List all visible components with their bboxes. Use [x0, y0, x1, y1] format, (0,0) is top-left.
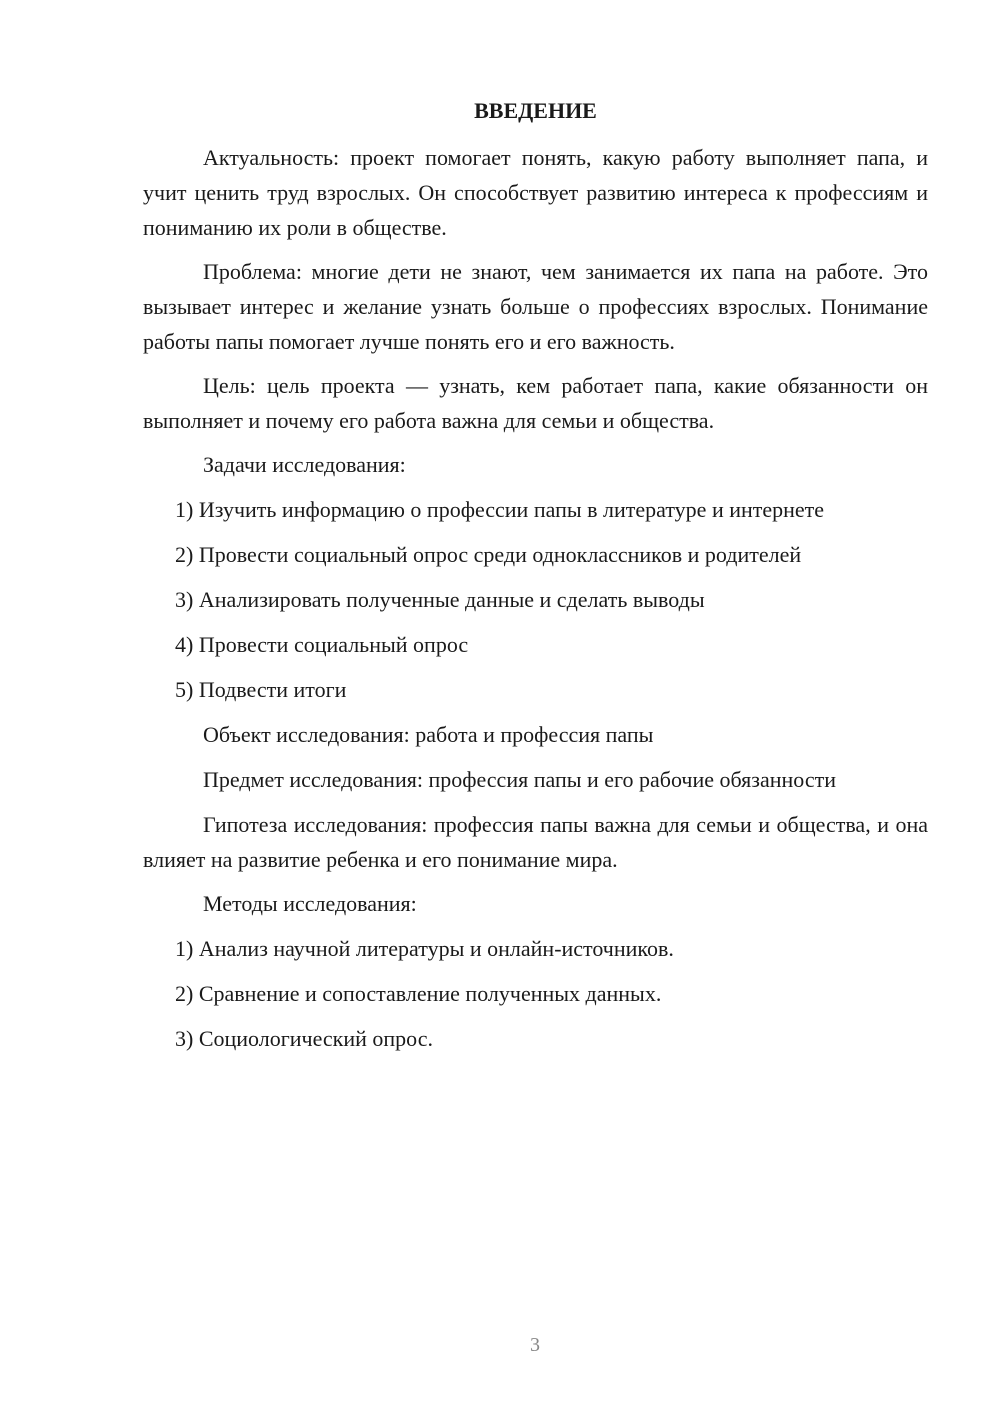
task-item: 2) Провести социальный опрос среди одноклассников и родителей [175, 542, 802, 567]
tasks-title: Задачи исследования: [203, 452, 406, 477]
goal-paragraph: Цель: цель проекта — узнать, кем работает папа, какие обязанности он выполняет и почему его работа важна для семьи и общества. [143, 373, 928, 433]
research-subject: Предмет исследования: профессия папы и его рабочие обязанности [203, 767, 836, 792]
method-item: 3) Социологический опрос. [175, 1026, 433, 1051]
methods-title: Методы исследования: [203, 891, 417, 916]
problem-paragraph: Проблема: многие дети не знают, чем занимается их папа на работе. Это вызывает интерес и желание узнать больше о профессиях взрослых. Понимание работы папы помогает лучше понять его и его важность. [143, 259, 928, 354]
method-item: 2) Сравнение и сопоставление полученных данных. [175, 981, 662, 1006]
relevance-paragraph: Актуальность: проект помогает понять, какую работу выполняет папа, и учит ценить труд взрослых. Он способствует развитию интереса к профессиям и пониманию их роли в обществе. [143, 145, 928, 240]
page-content [143, 96, 928, 1066]
task-item: 5) Подвести итоги [175, 677, 347, 702]
page-number: 3 [530, 1334, 540, 1356]
task-item: 1) Изучить информацию о профессии папы в литературе и интернете [175, 497, 825, 522]
research-object: Объект исследования: работа и профессия папы [203, 722, 654, 747]
section-heading: ВВЕДЕНИЕ [474, 98, 597, 123]
task-item: 4) Провести социальный опрос [175, 632, 469, 657]
hypothesis-paragraph: Гипотеза исследования: профессия папы важна для семьи и общества, и она влияет на развитие ребенка и его понимание мира. [143, 812, 928, 872]
task-item: 3) Анализировать полученные данные и сделать выводы [175, 587, 705, 612]
method-item: 1) Анализ научной литературы и онлайн-источников. [175, 936, 674, 961]
